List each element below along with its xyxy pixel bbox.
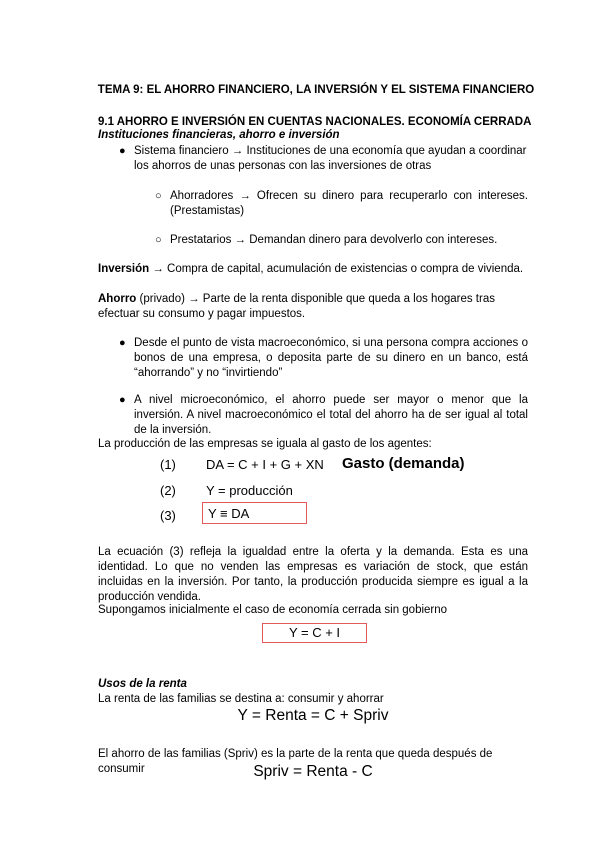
equation-label: (3) [160, 508, 176, 523]
equation-renta: Y = Renta = C + Spriv [237, 707, 389, 724]
sub-bullet-marker: ○ [155, 234, 162, 246]
bullet-marker: ● [119, 394, 126, 406]
sub-bullet-marker: ○ [155, 190, 162, 202]
ahorro-text: (privado) → Parte de la renta disponible que queda a los hogares tras efectuar su consumo y pagar impuestos. [98, 293, 495, 320]
inversion-text: → Compra de capital, acumulación de existencias o compra de vivienda. [149, 263, 524, 275]
equation-economia-cerrada: Y = C + I [288, 625, 341, 640]
equation-label: (1) [160, 457, 176, 472]
identidad-paragraph: La ecuación (3) refleja la igualdad entre la oferta y la demanda. Esta es una identidad. Lo que no venden las empresas es variación de stock, que están incluidas en la inversión. Por tanto, la producción producida siempre es igual a la producción vendida. [98, 546, 528, 603]
equation-identidad: Y ≡ DA [208, 506, 250, 521]
bullet-microeconomico: A nivel microeconómico, el ahorro puede ser mayor o menor que la inversión. A nivel macroeconómico el total del ahorro ha de ser igual al total de la inversión. [134, 394, 528, 436]
equation-demanda: DA = C + I + G + XN [206, 457, 324, 472]
equation-spriv: Spriv = Renta - C [253, 763, 373, 780]
familias-text: La renta de las familias se destina a: consumir y ahorrar [98, 693, 384, 705]
bullet-marker: ● [119, 337, 126, 349]
inversion-term: Inversión [98, 263, 150, 275]
equation-produccion: Y = producción [206, 483, 293, 498]
inversion-definition [98, 262, 528, 277]
bullet-marker: ● [119, 145, 126, 157]
equation-note: Gasto (demanda) [342, 455, 465, 472]
sub-bullet-ahorradores: Ahorradores → Ofrecen su dinero para recuperarlo con intereses. (Prestamistas) [170, 190, 528, 217]
section-heading: 9.1 AHORRO E INVERSIÓN EN CUENTAS NACIONALES. ECONOMÍA CERRADA [98, 116, 532, 128]
ahorro-term: Ahorro [98, 293, 137, 305]
produccion-intro: La producción de las empresas se iguala al gasto de los agentes: [98, 438, 432, 450]
bullet-sistema-financiero: Sistema financiero → Instituciones de una economía que ayudan a coordinar los ahorros de unas personas con las inversiones de otras [134, 145, 527, 172]
equation-label: (2) [160, 483, 176, 498]
ahorro-definition [98, 292, 528, 322]
supongamos-text: Supongamos inicialmente el caso de economía cerrada sin gobierno [98, 604, 448, 616]
spriv-text: El ahorro de las familias (Spriv) es la parte de la renta que queda después de consumir [98, 748, 493, 775]
sub-bullet-prestatarios: Prestatarios → Demandan dinero para devolverlo con intereses. [170, 234, 498, 246]
usos-subheading: Usos de la renta [98, 678, 187, 690]
section-subheading: Instituciones financieras, ahorro e inversión [98, 129, 340, 141]
page-title: TEMA 9: EL AHORRO FINANCIERO, LA INVERSIÓN Y EL SISTEMA FINANCIERO [97, 84, 535, 96]
bullet-macroeconomico: Desde el punto de vista macroeconómico, si una persona compra acciones o bonos de una empresa, o deposita parte de su dinero en un banco, está “ahorrando” y no “invirtiendo” [134, 337, 528, 379]
